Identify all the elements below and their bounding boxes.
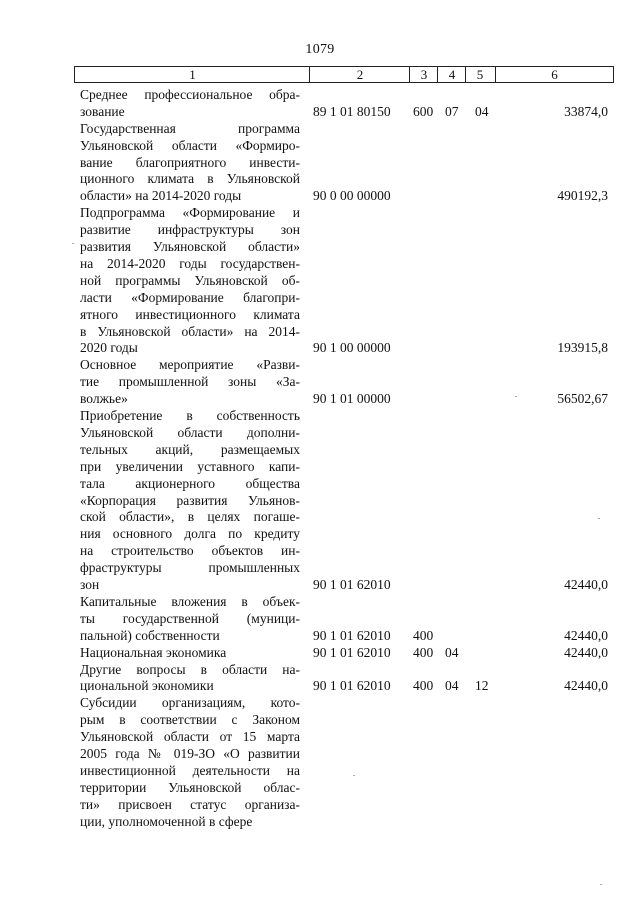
row-pr-code: 12 [475, 678, 489, 694]
row-name-line: при увеличении уставного капи- [80, 458, 300, 474]
row-name-line: ти» присвоен статус организа- [80, 796, 300, 812]
row-name-line: Государственная программа [80, 120, 300, 136]
table-row [0, 695, 640, 830]
table-row [0, 645, 640, 662]
row-csr-code: 90 1 00 00000 [313, 340, 391, 356]
row-csr-code: 90 1 01 62010 [313, 644, 391, 660]
row-name-line: территории Ульяновской облас- [80, 779, 300, 795]
table-row [0, 408, 640, 594]
row-csr-code: 90 1 01 62010 [313, 678, 391, 694]
row-name-line: рым в соответствии с Законом [80, 712, 300, 728]
row-name-line: ной программы Ульяновской об- [80, 272, 300, 288]
row-sum: 42440,0 [564, 627, 608, 643]
row-name-line: циональной экономики [80, 678, 214, 694]
row-name [80, 645, 300, 662]
row-name-line: фраструктуры промышленных [80, 560, 300, 576]
row-sum: 33874,0 [564, 103, 608, 119]
row-name-line: тельных акций, размещаемых [80, 441, 300, 457]
row-name-line: Другие вопросы в области на- [80, 661, 300, 677]
row-vr-code: 400 [413, 644, 434, 660]
row-name [80, 408, 300, 594]
row-rz-code: 04 [445, 644, 459, 660]
row-name-line: развитие инфраструктуры зон [80, 222, 300, 238]
row-name-line: тие промышленной зоны «За- [80, 374, 300, 390]
row-name-line: волжье» [80, 391, 128, 407]
row-name-line: на 2014-2020 годы государствен- [80, 255, 300, 271]
row-csr-code: 90 1 01 00000 [313, 391, 391, 407]
row-name-line: ской области», в целях погаше- [80, 509, 300, 525]
row-name [80, 121, 300, 205]
scan-speck [598, 518, 600, 519]
header-col-6: 6 [551, 67, 558, 82]
row-name-line: ционного климата в Ульяновской [80, 171, 300, 187]
row-name-line: в Ульяновской области» на 2014- [80, 323, 300, 339]
table-row [0, 205, 640, 357]
row-csr-code: 90 0 00 00000 [313, 188, 391, 204]
scan-speck [600, 884, 602, 885]
row-name [80, 205, 300, 357]
table-row [0, 121, 640, 206]
row-pr-code: 04 [475, 103, 489, 119]
row-name [80, 357, 300, 408]
row-sum: 193915,8 [557, 340, 608, 356]
row-name-line: области» на 2014-2020 годы [80, 188, 242, 204]
table-row [0, 87, 640, 121]
row-name-line: Ульяновской области «Формиро- [80, 137, 300, 153]
row-name-line: Капитальные вложения в объек- [80, 594, 300, 609]
header-col-2: 2 [356, 67, 364, 82]
row-name-line: Субсидии организациям, кото- [80, 695, 300, 711]
row-name-line: инвестиционной деятельности на [80, 762, 300, 778]
header-col-3: 3 [420, 67, 428, 82]
row-name-line: развития Ульяновской области» [80, 239, 300, 255]
row-name [80, 695, 300, 830]
row-name-line: Среднее профессиональное обра- [80, 87, 300, 102]
row-name-line: Основное мероприятие «Разви- [80, 357, 300, 373]
row-name-line: Подпрограмма «Формирование и [80, 205, 300, 221]
row-name-line: Национальная экономика [80, 644, 227, 660]
row-csr-code: 89 1 01 80150 [313, 103, 391, 119]
row-name [80, 87, 300, 121]
row-name-line: ласти «Формирование благопри- [80, 289, 300, 305]
row-sum: 56502,67 [557, 391, 608, 407]
row-vr-code: 600 [413, 103, 434, 119]
table-header [74, 66, 614, 83]
scan-speck [72, 243, 74, 244]
header-col-1: 1 [189, 67, 196, 82]
row-name [80, 662, 300, 696]
scan-speck [515, 396, 517, 397]
row-rz-code: 07 [445, 103, 459, 119]
table-row [0, 662, 640, 696]
row-name-line: зование [80, 103, 125, 119]
row-name-line: на строительство объектов ин- [80, 543, 300, 559]
row-vr-code: 400 [413, 678, 434, 694]
page-number: 1079 [305, 42, 335, 57]
row-name-line: ятного инвестиционного климата [80, 306, 300, 322]
table-row [0, 357, 640, 408]
row-sum: 42440,0 [564, 644, 608, 660]
row-csr-code: 90 1 01 62010 [313, 627, 391, 643]
header-col-5: 5 [476, 67, 484, 82]
table-row [0, 594, 640, 645]
row-name-line: пальной) собственности [80, 627, 220, 643]
row-name-line: зон [80, 577, 100, 592]
row-name-line: «Корпорация развития Ульянов- [80, 492, 300, 508]
row-name-line: 2020 годы [80, 340, 138, 356]
row-name-line: 2005 года № 019-ЗО «О развитии [80, 746, 300, 762]
row-name-line: вание благоприятного инвести- [80, 154, 300, 170]
row-name-line: ния основного долга по кредиту [80, 526, 300, 542]
row-name-line: Ульяновской области от 15 марта [80, 729, 300, 745]
row-name-line: Приобретение в собственность [80, 408, 300, 424]
row-sum: 42440,0 [564, 577, 608, 593]
row-sum: 490192,3 [557, 188, 608, 204]
row-name-line: ции, уполномоченной в сфере [80, 813, 253, 829]
row-vr-code: 400 [413, 627, 434, 643]
row-sum: 42440,0 [564, 678, 608, 694]
row-name [80, 594, 300, 645]
row-name-line: ты государственной (муници- [80, 610, 300, 626]
row-name-line: Ульяновской области дополни- [80, 424, 300, 440]
row-rz-code: 04 [445, 678, 459, 694]
scan-speck [353, 775, 355, 776]
row-csr-code: 90 1 01 62010 [313, 577, 391, 593]
header-col-4: 4 [448, 67, 456, 82]
row-name-line: тала акционерного общества [80, 475, 300, 491]
